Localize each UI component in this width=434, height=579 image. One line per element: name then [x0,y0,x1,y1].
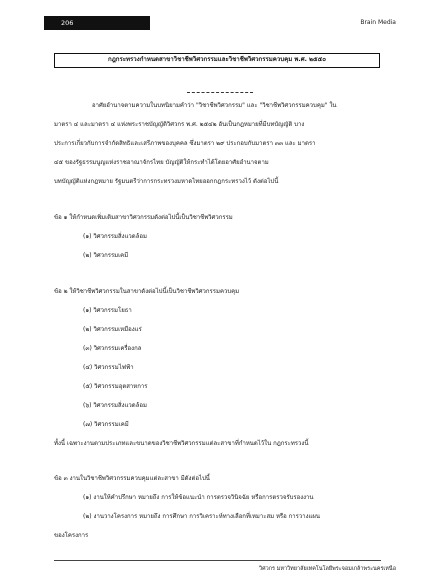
clause-2-item: (๕) วิศวกรรมอุตสาหการ [83,383,148,390]
page-number-badge [44,16,150,30]
separator-line [187,92,253,93]
preamble-line: อาศัยอำนาจตามความในบทนิยามคำว่า "วิชาชีพวิศวกรรม" และ "วิชาชีพวิศวกรรมควบคุม" ใน [92,102,337,109]
preamble-line: ๔๕ ของรัฐธรรมนูญแห่งราชอาณาจักรไทย บัญญัติให้กระทำได้โดยอาศัยอำนาจตาม [54,159,269,166]
footer-rule [54,560,381,561]
clause-2-item: (๓) วิศวกรรมเครื่องกล [83,345,142,352]
clause-2-text: ข้อ ๒ ให้วิชาชีพวิศวกรรมในสาขาดังต่อไปนี้เป็นวิชาชีพวิศวกรรมควบคุม [54,288,240,295]
clause-1-item: (๒) วิศวกรรมเคมี [83,252,129,259]
clause-1-item: (๑) วิศวกรรมสิ่งแวดล้อม [83,233,147,240]
document-title-box [54,53,380,68]
footer-text: วิศวกร มหาวิทยาลัยเทคโนโลยีพระจอมเกล้าพระนครเหนือ [259,566,396,572]
preamble-line: บทบัญญัติแห่งกฎหมาย รัฐมนตรีว่าการกระทรวงมหาดไทยออกกฎกระทรวงไว้ ดังต่อไปนี้ [54,178,279,185]
clause-2-item: (๗) วิศวกรรมเคมี [83,421,129,428]
clause-3-continuation: ของโครงการ [54,532,89,539]
clause-3-item: (๑) งานให้คำปรึกษา หมายถึง การให้ข้อแนะนำ การตรวจวินิจฉัย หรือการตรวจรับรองงาน [83,494,314,501]
preamble-line: ประการเกี่ยวกับการจำกัดสิทธิและเสรีภาพของบุคคล ซึ่งมาตรา ๒๙ ประกอบกับมาตรา ๓๓ และ มาตรา [54,140,316,147]
clause-2-closing: ทั้งนี้ เฉพาะงานตามประเภทและขนาดของวิชาชีพวิศวกรรมแต่ละสาขาที่กำหนดไว้ใน กฎกระทรวงนี้ [54,440,309,447]
page-number: 206 [61,19,74,27]
document-title: กฎกระทรวงกำหนดสาขาวิชาชีพวิศวกรรมและวิชาชีพวิศวกรรมควบคุม พ.ศ. ๒๕๕๐ [108,56,326,63]
clause-3-item: (๒) งานวางโครงการ หมายถึง การศึกษา การวิเคราะห์ทางเลือกที่เหมาะสม หรือ การวางแผน [83,513,321,520]
clause-3-text: ข้อ ๓ งานในวิชาชีพวิศวกรรมควบคุมแต่ละสาขา มีดังต่อไปนี้ [54,475,210,482]
clause-2-item: (๑) วิศวกรรมโยธา [83,307,132,314]
clause-1-text: ข้อ ๑ ให้กำหนดเพิ่มเติมสาขาวิศวกรรมดังต่อไปนี้เป็นวิชาชีพวิศวกรรม [54,214,233,221]
publisher-label: Brain Media [360,19,396,26]
clause-2-item: (๖) วิศวกรรมสิ่งแวดล้อม [83,402,147,409]
clause-2-item: (๒) วิศวกรรมเหมืองแร่ [83,326,142,333]
clause-2-item: (๔) วิศวกรรมไฟฟ้า [83,364,134,371]
preamble-line: มาตรา ๔ และมาตรา ๔ แห่งพระราชบัญญัติวิศวกร พ.ศ. ๒๕๔๒ อันเป็นกฎหมายที่มีบทบัญญัติ บาง [54,121,305,128]
